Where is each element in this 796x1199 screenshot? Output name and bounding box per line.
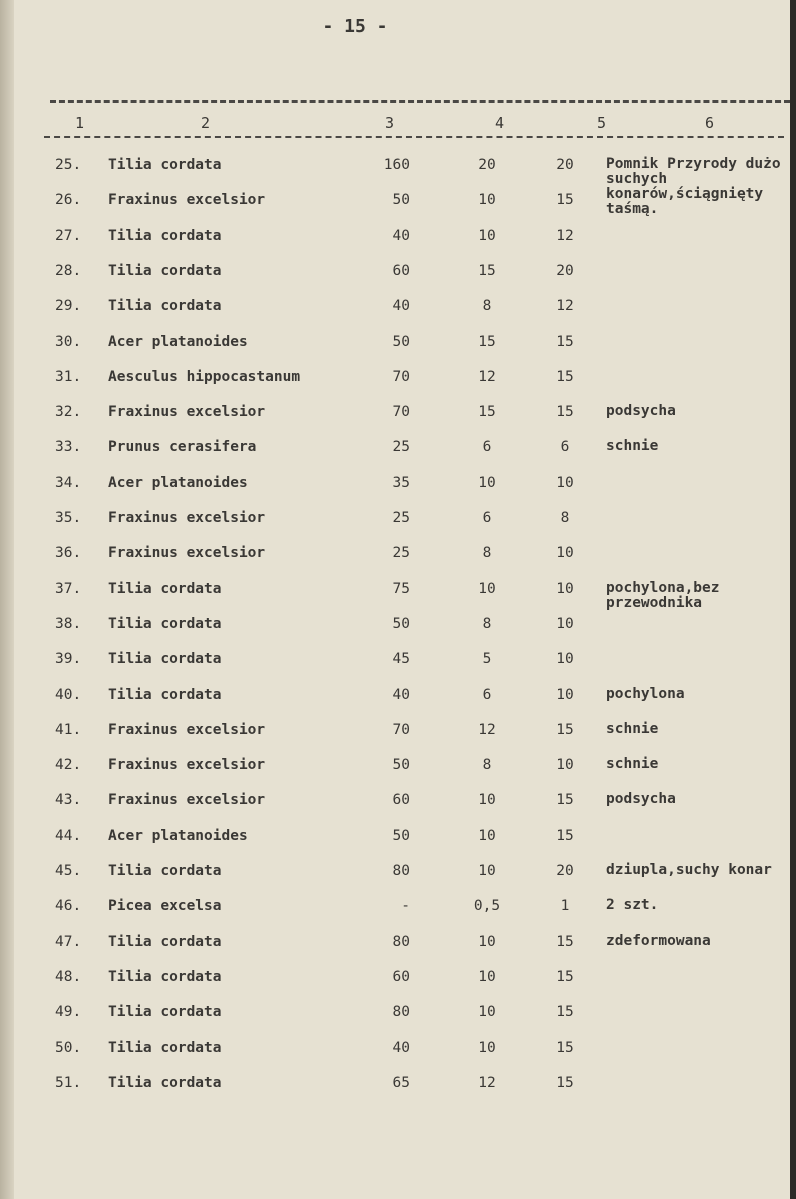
column-header-2: 2 bbox=[201, 114, 211, 132]
column-5-value: 15 bbox=[556, 333, 574, 350]
column-4-value: 8 bbox=[482, 298, 492, 315]
table-row bbox=[0, 228, 796, 252]
column-5-value: 15 bbox=[556, 1074, 574, 1091]
column-5-value: 10 bbox=[556, 545, 574, 562]
row-number: 28. bbox=[55, 262, 82, 279]
column-4-value: 10 bbox=[478, 863, 496, 879]
row-number: 26. bbox=[55, 192, 82, 209]
row-number: 44. bbox=[55, 827, 82, 844]
column-4-value: 6 bbox=[482, 686, 492, 703]
species-name: Tilia cordata bbox=[108, 863, 222, 879]
table-row bbox=[0, 334, 796, 358]
column-3-value: 50 bbox=[392, 615, 410, 632]
column-4-value: 10 bbox=[478, 792, 496, 809]
column-5-value: 6 bbox=[560, 439, 570, 456]
column-4-value: 8 bbox=[482, 615, 492, 632]
column-4-value: 10 bbox=[478, 1004, 496, 1021]
species-name: Tilia cordata bbox=[108, 1004, 222, 1021]
remarks: 2 szt. bbox=[606, 897, 659, 914]
column-3-value: 50 bbox=[392, 827, 410, 844]
column-5-value: 15 bbox=[556, 1004, 574, 1021]
column-5-value: 15 bbox=[556, 404, 574, 421]
column-3-value: 40 bbox=[392, 686, 410, 703]
column-4-value: 10 bbox=[478, 580, 496, 597]
column-5-value: 10 bbox=[556, 651, 574, 668]
table-row bbox=[0, 510, 796, 534]
column-3-value: 80 bbox=[392, 863, 410, 879]
remarks: schnie bbox=[606, 720, 659, 737]
table-row bbox=[0, 475, 796, 499]
column-3-value: 70 bbox=[392, 721, 410, 738]
remarks: schnie bbox=[606, 756, 659, 773]
page-number: - 15 - bbox=[322, 16, 388, 37]
remarks: pochylona,bez przewodnika bbox=[606, 579, 720, 611]
column-4-value: 6 bbox=[482, 510, 492, 526]
column-3-value: 160 bbox=[383, 157, 410, 173]
row-number: 39. bbox=[55, 651, 82, 668]
row-number: 49. bbox=[55, 1004, 82, 1021]
column-5-value: 10 bbox=[556, 686, 574, 703]
column-4-value: 8 bbox=[482, 545, 492, 562]
column-4-value: 12 bbox=[478, 368, 496, 385]
table-row bbox=[0, 757, 796, 781]
species-name: Tilia cordata bbox=[108, 651, 222, 668]
column-3-value: 70 bbox=[392, 368, 410, 385]
species-name: Fraxinus excelsior bbox=[108, 404, 266, 421]
column-5-value: 20 bbox=[556, 863, 574, 879]
table-row bbox=[0, 863, 796, 887]
species-name: Acer platanoides bbox=[108, 474, 248, 491]
remarks: pochylona bbox=[606, 685, 685, 702]
species-name: Tilia cordata bbox=[108, 157, 222, 173]
species-name: Tilia cordata bbox=[108, 298, 222, 315]
column-3-value: 50 bbox=[392, 192, 410, 209]
species-name: Fraxinus excelsior bbox=[108, 192, 266, 209]
column-3-value: 65 bbox=[392, 1074, 410, 1091]
column-5-value: 15 bbox=[556, 827, 574, 844]
column-5-value: 15 bbox=[556, 792, 574, 809]
row-number: 32. bbox=[55, 404, 82, 421]
column-4-value: 10 bbox=[478, 968, 496, 985]
species-name: Tilia cordata bbox=[108, 615, 222, 632]
remarks: dziupla,suchy konar bbox=[606, 862, 772, 878]
table-row bbox=[0, 898, 796, 922]
table-row bbox=[0, 263, 796, 287]
table-row bbox=[0, 792, 796, 816]
row-number: 45. bbox=[55, 863, 82, 879]
column-5-value: 1 bbox=[560, 898, 570, 915]
table-row bbox=[0, 404, 796, 428]
remarks: podsycha bbox=[606, 791, 676, 808]
column-5-value: 12 bbox=[556, 227, 574, 244]
row-number: 34. bbox=[55, 474, 82, 491]
column-4-value: 5 bbox=[482, 651, 492, 668]
column-4-value: 15 bbox=[478, 262, 496, 279]
remarks: schnie bbox=[606, 438, 659, 455]
table-row bbox=[0, 192, 796, 216]
column-3-value: 40 bbox=[392, 1039, 410, 1056]
column-3-value: 60 bbox=[392, 262, 410, 279]
species-name: Tilia cordata bbox=[108, 262, 222, 279]
table-row bbox=[0, 687, 796, 711]
column-4-value: 10 bbox=[478, 1039, 496, 1056]
row-number: 46. bbox=[55, 898, 82, 915]
column-4-value: 10 bbox=[478, 933, 496, 950]
table-row bbox=[0, 439, 796, 463]
column-header-6: 6 bbox=[705, 114, 715, 132]
species-name: Fraxinus excelsior bbox=[108, 721, 266, 738]
column-3-value: 40 bbox=[392, 227, 410, 244]
table-row bbox=[0, 298, 796, 322]
column-3-value: 45 bbox=[392, 651, 410, 668]
column-4-value: 0,5 bbox=[473, 898, 501, 915]
species-name: Prunus cerasifera bbox=[108, 439, 257, 456]
row-number: 35. bbox=[55, 510, 82, 526]
column-3-value: 25 bbox=[392, 545, 410, 562]
row-number: 48. bbox=[55, 968, 82, 985]
species-name: Tilia cordata bbox=[108, 933, 222, 950]
row-number: 47. bbox=[55, 933, 82, 950]
species-name: Fraxinus excelsior bbox=[108, 757, 266, 774]
species-name: Tilia cordata bbox=[108, 1039, 222, 1056]
column-header-row bbox=[44, 116, 784, 138]
column-3-value: 25 bbox=[392, 510, 410, 526]
column-3-value: 50 bbox=[392, 333, 410, 350]
column-5-value: 10 bbox=[556, 580, 574, 597]
column-5-value: 10 bbox=[556, 615, 574, 632]
table-row bbox=[0, 969, 796, 993]
column-5-value: 10 bbox=[556, 757, 574, 774]
column-3-value: - bbox=[401, 898, 410, 915]
column-4-value: 6 bbox=[482, 439, 492, 456]
table-top-rule bbox=[50, 100, 790, 103]
row-number: 31. bbox=[55, 368, 82, 385]
species-name: Picea excelsa bbox=[108, 898, 222, 915]
remarks: zdeformowana bbox=[606, 932, 711, 949]
column-4-value: 10 bbox=[478, 474, 496, 491]
species-name: Fraxinus excelsior bbox=[108, 545, 266, 562]
species-name: Tilia cordata bbox=[108, 227, 222, 244]
species-name: Tilia cordata bbox=[108, 1074, 222, 1091]
column-3-value: 50 bbox=[392, 757, 410, 774]
column-3-value: 75 bbox=[392, 580, 410, 597]
column-3-value: 25 bbox=[392, 439, 410, 456]
table-row bbox=[0, 1004, 796, 1028]
table-row bbox=[0, 722, 796, 746]
table-row bbox=[0, 579, 796, 611]
column-header-4: 4 bbox=[495, 114, 505, 132]
species-name: Acer platanoides bbox=[108, 333, 248, 350]
column-header-3: 3 bbox=[385, 114, 395, 132]
column-5-value: 20 bbox=[556, 262, 574, 279]
column-3-value: 70 bbox=[392, 404, 410, 421]
row-number: 40. bbox=[55, 686, 82, 703]
table-row bbox=[0, 1040, 796, 1064]
row-number: 38. bbox=[55, 615, 82, 632]
table-row bbox=[0, 616, 796, 640]
row-number: 51. bbox=[55, 1074, 82, 1091]
row-number: 29. bbox=[55, 298, 82, 315]
column-5-value: 10 bbox=[556, 474, 574, 491]
column-4-value: 15 bbox=[478, 333, 496, 350]
species-name: Aesculus hippocastanum bbox=[108, 368, 301, 385]
column-3-value: 40 bbox=[392, 298, 410, 315]
column-header-5: 5 bbox=[597, 114, 607, 132]
column-5-value: 15 bbox=[556, 1039, 574, 1056]
column-4-value: 12 bbox=[478, 1074, 496, 1091]
row-number: 43. bbox=[55, 792, 82, 809]
species-name: Tilia cordata bbox=[108, 686, 222, 703]
column-5-value: 15 bbox=[556, 968, 574, 985]
row-number: 50. bbox=[55, 1039, 82, 1056]
table-row bbox=[0, 651, 796, 675]
column-5-value: 8 bbox=[560, 510, 570, 526]
row-number: 41. bbox=[55, 721, 82, 738]
table-row bbox=[0, 934, 796, 958]
column-5-value: 15 bbox=[556, 933, 574, 950]
column-5-value: 20 bbox=[556, 157, 574, 173]
row-number: 30. bbox=[55, 333, 82, 350]
column-3-value: 80 bbox=[392, 933, 410, 950]
column-3-value: 80 bbox=[392, 1004, 410, 1021]
column-3-value: 35 bbox=[392, 474, 410, 491]
column-5-value: 15 bbox=[556, 368, 574, 385]
species-name: Acer platanoides bbox=[108, 827, 248, 844]
column-header-1: 1 bbox=[75, 114, 85, 132]
column-5-value: 12 bbox=[556, 298, 574, 315]
column-3-value: 60 bbox=[392, 968, 410, 985]
species-name: Tilia cordata bbox=[108, 968, 222, 985]
row-number: 25. bbox=[55, 157, 82, 173]
column-4-value: 10 bbox=[478, 192, 496, 209]
species-name: Tilia cordata bbox=[108, 580, 222, 597]
remarks: Pomnik Przyrody dużo suchych konarów,ściągnięty taśmą. bbox=[606, 156, 781, 217]
row-number: 33. bbox=[55, 439, 82, 456]
species-name: Fraxinus excelsior bbox=[108, 510, 266, 526]
remarks: podsycha bbox=[606, 403, 676, 420]
column-4-value: 12 bbox=[478, 721, 496, 738]
column-4-value: 10 bbox=[478, 827, 496, 844]
row-number: 37. bbox=[55, 580, 82, 597]
table-row bbox=[0, 545, 796, 569]
row-number: 42. bbox=[55, 757, 82, 774]
column-4-value: 8 bbox=[482, 757, 492, 774]
column-4-value: 15 bbox=[478, 404, 496, 421]
table-row bbox=[0, 1075, 796, 1099]
column-3-value: 60 bbox=[392, 792, 410, 809]
column-4-value: 20 bbox=[478, 157, 496, 173]
table-row bbox=[0, 369, 796, 393]
column-5-value: 15 bbox=[556, 721, 574, 738]
column-5-value: 15 bbox=[556, 192, 574, 209]
species-name: Fraxinus excelsior bbox=[108, 792, 266, 809]
row-number: 27. bbox=[55, 227, 82, 244]
row-number: 36. bbox=[55, 545, 82, 562]
column-4-value: 10 bbox=[478, 227, 496, 244]
table-row bbox=[0, 828, 796, 852]
